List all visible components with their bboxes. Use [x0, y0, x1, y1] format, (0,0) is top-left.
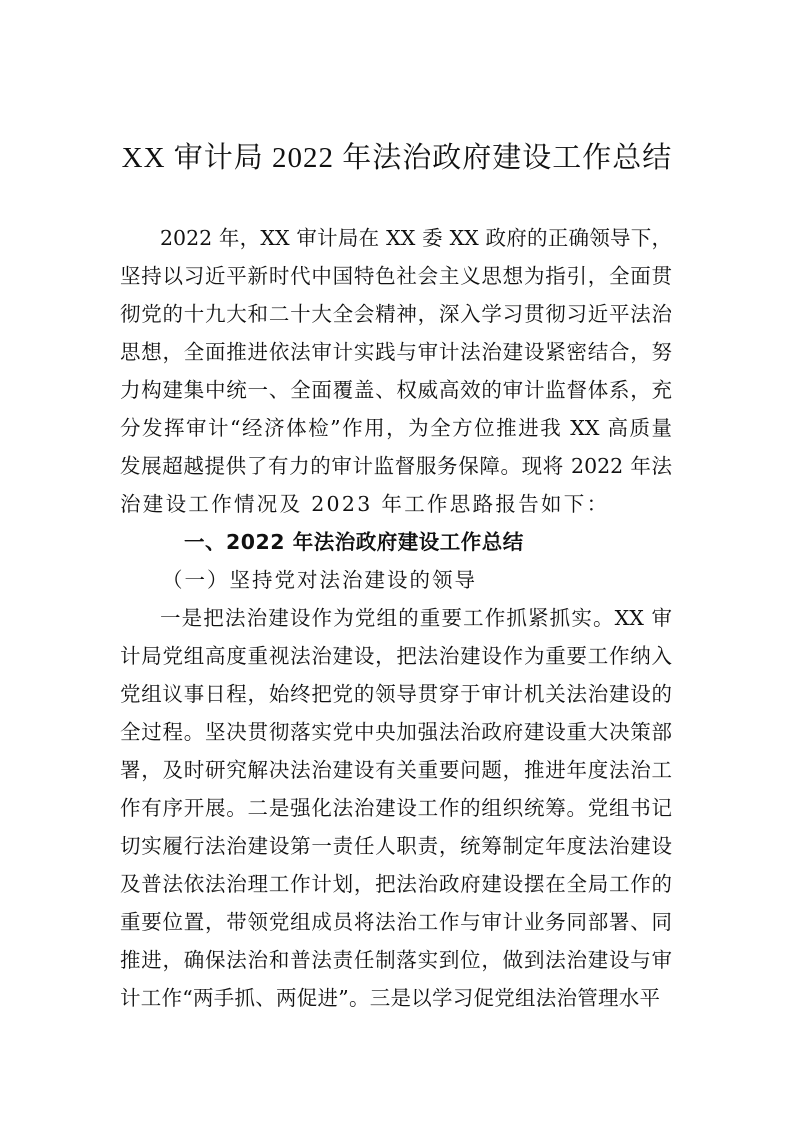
paragraph-line: 发展超越提供了有力的审计监督服务保障。现将 2022 年法 — [120, 454, 672, 478]
paragraph-line: 坚持以习近平新时代中国特色社会主义思想为指引，全面贯 — [120, 264, 672, 288]
paragraph-line: 力构建集中统一、全面覆盖、权威高效的审计监督体系，充 — [120, 378, 672, 402]
paragraph-line: 全过程。坚决贯彻落实党中央加强法治政府建设重大决策部 — [120, 720, 672, 744]
paragraph-line: 分发挥审计“经济体检”作用，为全方位推进我 XX 高质量 — [120, 416, 672, 440]
section-heading: 一、2022 年法治政府建设工作总结 — [184, 530, 524, 554]
paragraph-line: 党组议事日程，始终把党的领导贯穿于审计机关法治建设的 — [120, 682, 672, 706]
paragraph-line: 彻党的十九大和二十大全会精神，深入学习贯彻习近平法治 — [120, 302, 672, 326]
paragraph-line: 一是把法治建设作为党组的重要工作抓紧抓实。XX 审 — [160, 606, 672, 630]
paragraph-line: 署，及时研究解决法治建设有关重要问题，推进年度法治工 — [120, 758, 672, 782]
paragraph-line: 2022 年，XX 审计局在 XX 委 XX 政府的正确领导下， — [160, 226, 672, 250]
paragraph-line: 计工作“两手抓、两促进”。三是以学习促党组法治管理水平 — [120, 986, 660, 1010]
paragraph-line: 作有序开展。二是强化法治建设工作的组织统筹。党组书记 — [120, 796, 672, 820]
paragraph-line: 计局党组高度重视法治建设，把法治建设作为重要工作纳入 — [120, 644, 672, 668]
subsection-heading: （一）坚持党对法治建设的领导 — [162, 568, 477, 592]
paragraph-line: 重要位置，带领党组成员将法治工作与审计业务同部署、同 — [120, 910, 672, 934]
paragraph-line: 推进，确保法治和普法责任制落实到位，做到法治建设与审 — [120, 948, 672, 972]
paragraph-line: 思想，全面推进依法审计实践与审计法治建设紧密结合，努 — [120, 340, 672, 364]
document-title: XX 审计局 2022 年法治政府建设工作总结 — [121, 142, 673, 174]
paragraph-line: 及普法依法治理工作计划，把法治政府建设摆在全局工作的 — [120, 872, 672, 896]
paragraph-line: 切实履行法治建设第一责任人职责，统筹制定年度法治建设 — [120, 834, 672, 858]
document-body — [120, 219, 672, 1017]
paragraph-line: 治建设工作情况及 2023 年工作思路报告如下： — [120, 492, 610, 516]
